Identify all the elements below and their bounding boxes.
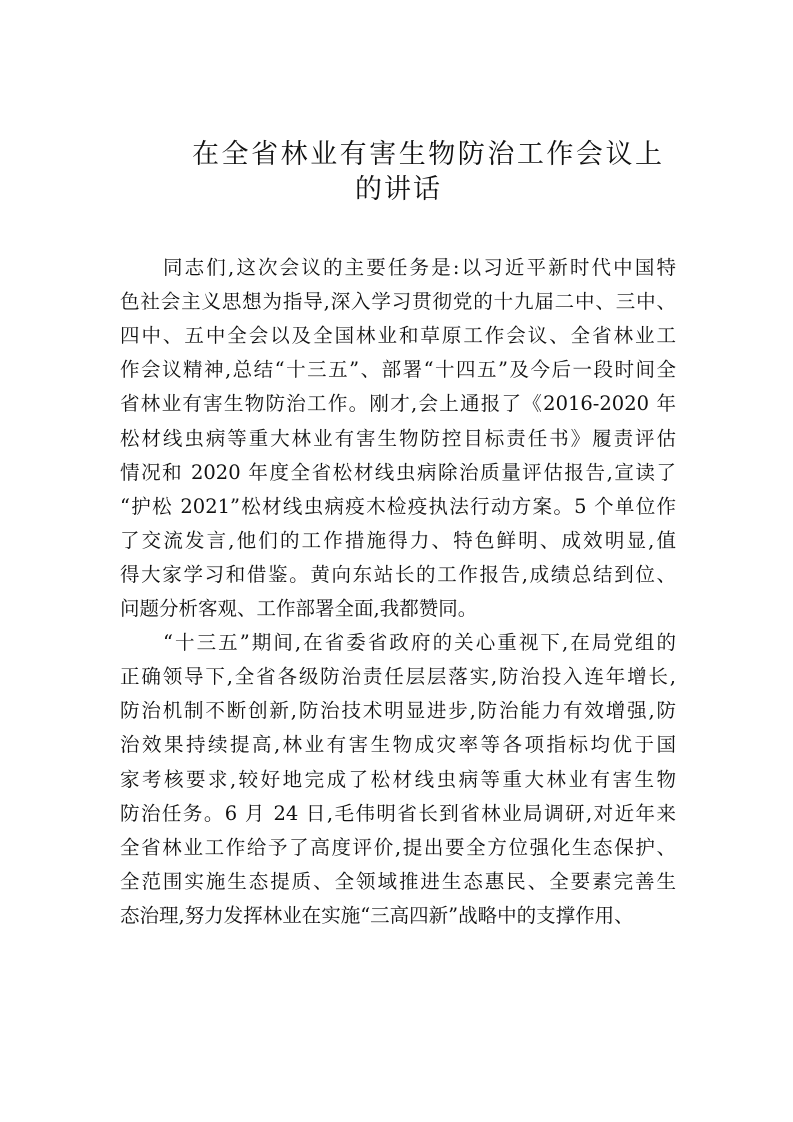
paragraph-1-line: 色社会主义思想为指导,深入学习贯彻党的十九届二中、三中、 xyxy=(120,290,676,314)
paragraph-2-line: 态治理,努力发挥林业在实施“三高四新”战略中的支撑作用、 xyxy=(120,903,634,927)
paragraph-1-line: 省林业有害生物防治工作。刚才,会上通报了《2016-2020 年 xyxy=(120,392,676,416)
paragraph-2-line: 全范围实施生态提质、全领域推进生态惠民、全要素完善生 xyxy=(120,869,676,893)
paragraph-2-line: 防治任务。6 月 24 日,毛伟明省长到省林业局调研,对近年来 xyxy=(120,801,676,825)
paragraph-2-line: 治效果持续提高,林业有害生物成灾率等各项指标均优于国 xyxy=(120,733,676,757)
document-title-line-2: 的讲话 xyxy=(355,174,440,205)
paragraph-1-line: 得大家学习和借鉴。黄向东站长的工作报告,成绩总结到位、 xyxy=(120,562,676,586)
paragraph-1-line: 松材线虫病等重大林业有害生物防控目标责任书》履责评估 xyxy=(120,426,676,450)
paragraph-1-line: 了交流发言,他们的工作措施得力、特色鲜明、成效明显,值 xyxy=(120,528,676,552)
paragraph-1-line: 作会议精神,总结“十三五”、部署“十四五”及今后一段时间全 xyxy=(120,358,676,382)
paragraph-1-line: 四中、五中全会以及全国林业和草原工作会议、全省林业工 xyxy=(120,324,676,348)
paragraph-2-line: 全省林业工作给予了高度评价,提出要全方位强化生态保护、 xyxy=(120,835,676,859)
paragraph-1-line: 同志们,这次会议的主要任务是:以习近平新时代中国特 xyxy=(163,256,676,279)
document-title-line-1: 在全省林业有害生物防治工作会议上 xyxy=(192,139,662,170)
paragraph-1-line: 问题分析客观、工作部署全面,我都赞同。 xyxy=(120,597,478,620)
paragraph-2-line: “十三五”期间,在省委省政府的关心重视下,在局党组的 xyxy=(163,631,676,655)
paragraph-1-line: 情况和 2020 年度全省松材线虫病除治质量评估报告,宣读了 xyxy=(120,460,676,484)
paragraph-2-line: 正确领导下,全省各级防治责任层层落实,防治投入连年增长, xyxy=(120,665,676,689)
paragraph-1-line: “护松 2021”松材线虫病疫木检疫执法行动方案。5 个单位作 xyxy=(120,494,676,518)
paragraph-2-line: 防治机制不断创新,防治技术明显进步,防治能力有效增强,防 xyxy=(120,699,676,723)
paragraph-2-line: 家考核要求,较好地完成了松材线虫病等重大林业有害生物 xyxy=(120,767,676,791)
